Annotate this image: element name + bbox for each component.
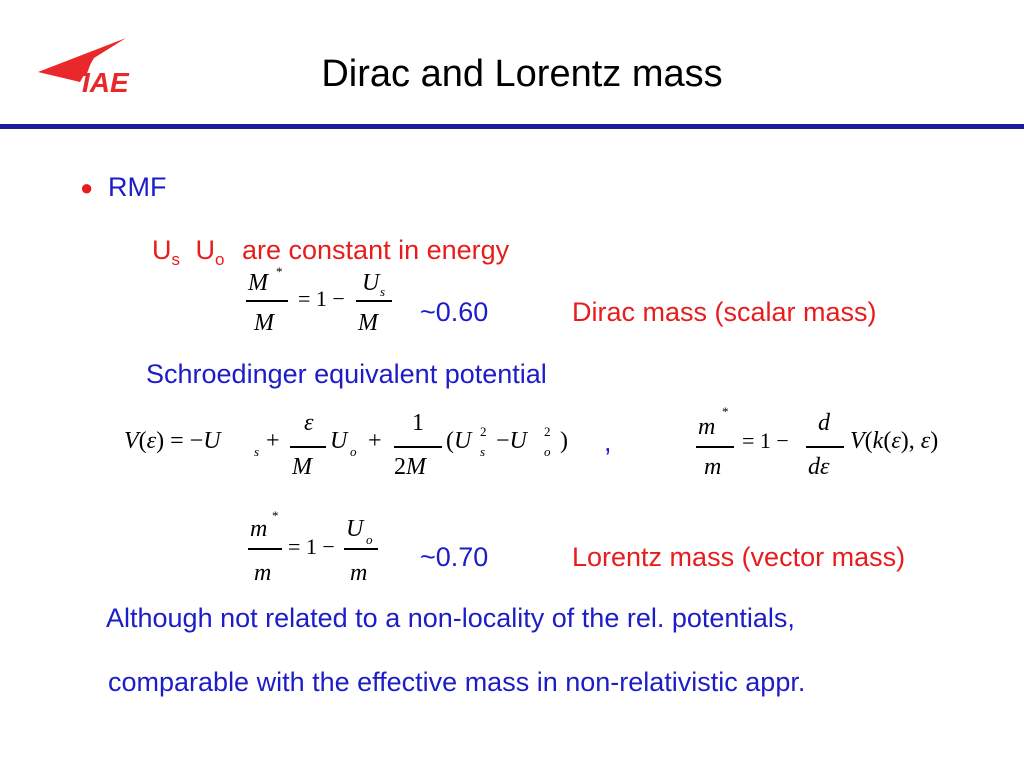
note-line-2: comparable with the effective mass in non-relativistic appr. — [108, 667, 806, 697]
dirac-label: Dirac mass (scalar mass) — [572, 297, 877, 327]
svg-text:IAE: IAE — [82, 67, 129, 96]
page-title: Dirac and Lorentz mass — [321, 53, 723, 95]
note-line-1: Although not related to a non-locality of the rel. potentials, — [106, 603, 795, 633]
uo-subscript: o — [215, 250, 225, 269]
equation-separator: , — [604, 427, 612, 457]
us-symbol: U — [152, 235, 172, 265]
constant-text: are constant in energy — [242, 235, 510, 265]
rmf-heading: RMF — [108, 172, 167, 202]
bullet-icon: ● — [80, 175, 94, 200]
us-subscript: s — [171, 250, 180, 269]
lorentz-value: ~0.70 — [420, 542, 489, 572]
constant-line — [152, 234, 510, 269]
dirac-value: ~0.60 — [420, 297, 489, 327]
uo-symbol: U — [195, 235, 216, 265]
lorentz-label: Lorentz mass (vector mass) — [572, 542, 906, 572]
header-rule — [0, 124, 1024, 129]
schroedinger-heading: Schroedinger equivalent potential — [146, 359, 547, 389]
